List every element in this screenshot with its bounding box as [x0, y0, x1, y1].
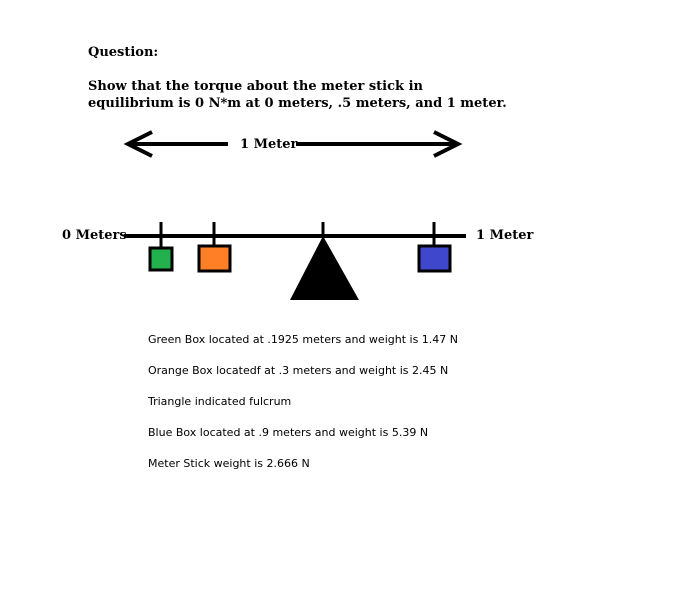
span-label: 1 Meter — [240, 137, 298, 152]
note-blue-box: Blue Box located at .9 meters and weight is 5.39 N — [148, 426, 429, 439]
blue-box — [419, 246, 450, 271]
left-end-label: 0 Meters — [62, 228, 127, 243]
orange-box — [199, 246, 230, 271]
question-text: Show that the torque about the meter stick in equilibrium is 0 N*m at 0 meters, .5 meters, and 1 meter. — [88, 79, 507, 111]
green-box — [150, 248, 172, 270]
right-end-label: 1 Meter — [476, 228, 534, 243]
note-meter-stick-weight: Meter Stick weight is 2.666 N — [148, 457, 310, 470]
note-green-box: Green Box located at .1925 meters and weight is 1.47 N — [148, 333, 459, 346]
note-fulcrum: Triangle indicated fulcrum — [148, 395, 292, 408]
fulcrum-triangle — [290, 236, 359, 300]
question-heading: Question: — [88, 45, 159, 60]
note-orange-box: Orange Box locatedf at .3 meters and weight is 2.45 N — [148, 364, 449, 377]
